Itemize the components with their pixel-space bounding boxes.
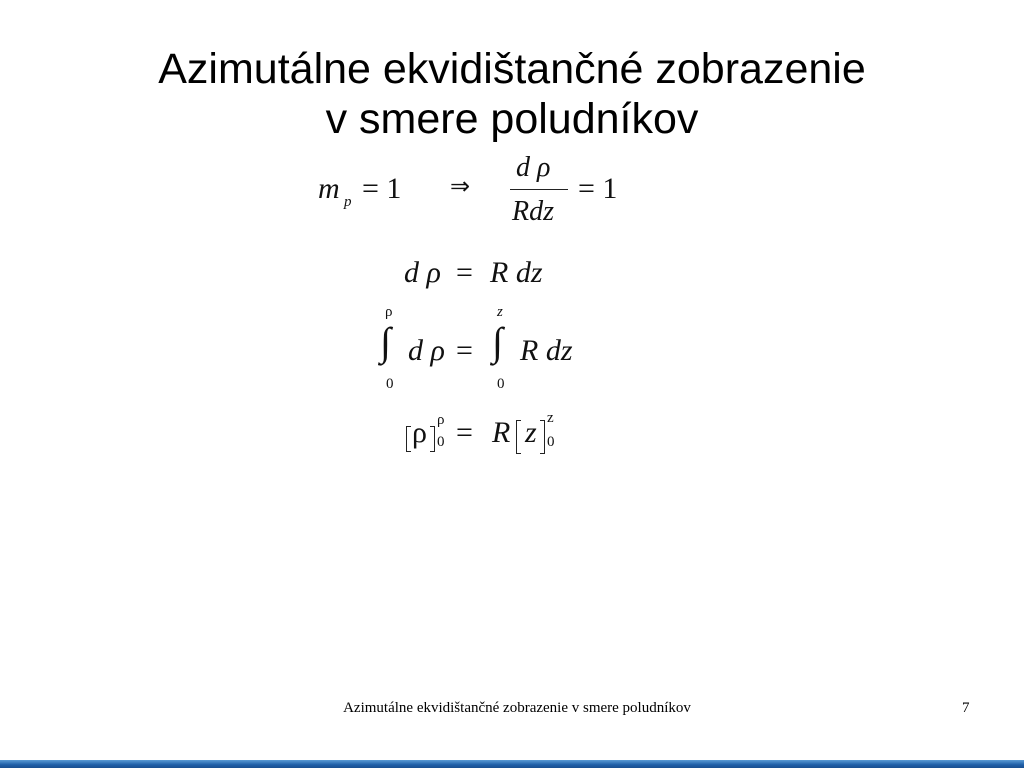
- eq4-equals: =: [456, 416, 473, 449]
- eq4-z: z: [525, 416, 537, 449]
- eq3-int1-upper: ρ: [385, 304, 393, 320]
- eq4-rhs-lower: 0: [547, 434, 555, 450]
- eq3-int2-upper: z: [497, 304, 503, 320]
- eq1-equals-one: = 1: [362, 172, 402, 205]
- eq1-rhs-equals-one: = 1: [578, 172, 618, 205]
- eq1-subscript-p: p: [344, 194, 352, 210]
- eq4-lhs-upper: ρ: [437, 412, 445, 428]
- eq1-implies-arrow: ⇒: [450, 174, 471, 200]
- eq1-m: m: [318, 172, 340, 205]
- eq3-int2-sign: ∫: [492, 319, 503, 364]
- eq4-rhs-upper: z: [547, 410, 554, 426]
- eq3-lhs: d ρ: [408, 334, 445, 367]
- eq3-int1-sign: ∫: [380, 319, 391, 364]
- eq4-lhs-lower: 0: [437, 434, 445, 450]
- eq3-rhs: R dz: [520, 334, 573, 367]
- eq4-left-bracket-open: [406, 426, 411, 452]
- eq2-rhs: R dz: [490, 256, 543, 289]
- eq4-right-bracket-open: [516, 420, 521, 454]
- eq2-equals: =: [456, 256, 473, 289]
- title-line-1: Azimutálne ekvidištančné zobrazenie: [158, 45, 866, 93]
- eq4-left-bracket-close: [430, 426, 435, 452]
- eq4-right-bracket-close: [540, 420, 545, 454]
- eq3-int2-lower: 0: [497, 376, 505, 392]
- eq1-numerator: d ρ: [516, 152, 551, 183]
- eq1-denominator: Rdz: [512, 196, 554, 227]
- eq4-R: R: [492, 416, 511, 449]
- eq4-lhs: ρ: [412, 416, 427, 449]
- bottom-accent-bar: [0, 760, 1024, 768]
- eq3-int1-lower: 0: [386, 376, 394, 392]
- eq2-lhs: d ρ: [404, 256, 441, 289]
- page-number: 7: [962, 700, 970, 716]
- footer-title: Azimutálne ekvidištančné zobrazenie v smere poludníkov: [343, 700, 691, 716]
- title-line-2: v smere poludníkov: [325, 95, 699, 143]
- eq3-equals: =: [456, 334, 473, 367]
